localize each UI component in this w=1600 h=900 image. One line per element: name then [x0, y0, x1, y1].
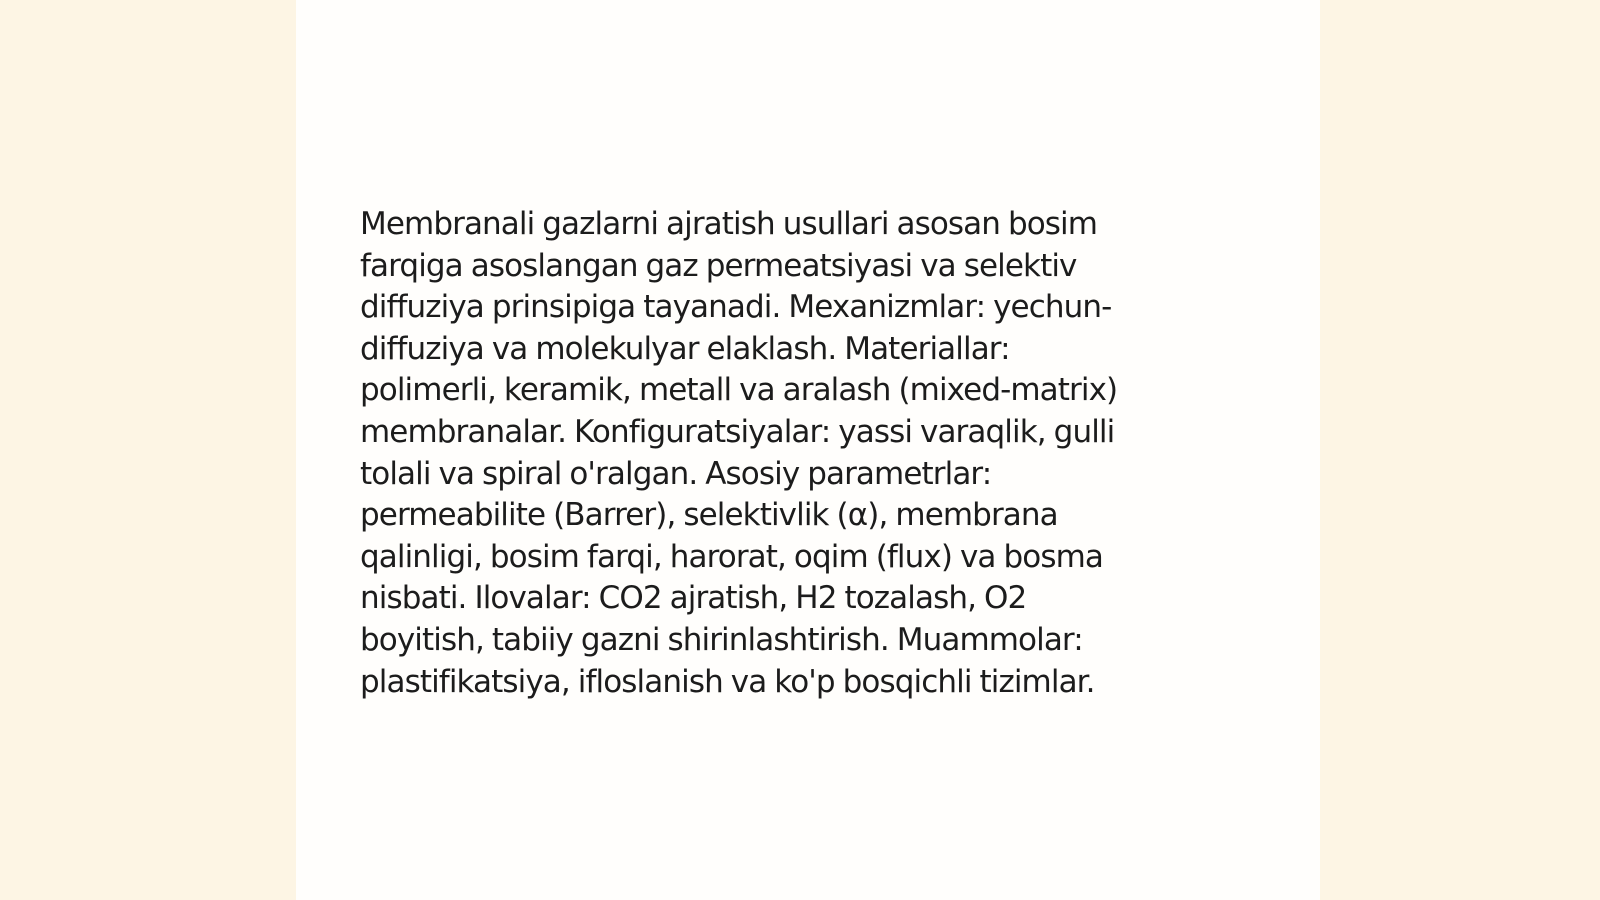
paragraph-line: tolali va spiral o'ralgan. Asosiy parametrlar: [360, 455, 992, 492]
document-page [296, 0, 1320, 900]
body-paragraph [360, 204, 1220, 703]
paragraph-line: plastifikatsiya, ifloslanish va ko'p bosqichli tizimlar. [360, 663, 1095, 700]
paragraph-line: permeabilite (Barrer), selektivlik (α), membrana [360, 497, 1058, 534]
paragraph-line: boyitish, tabiiy gazni shirinlashtirish. Muammolar: [360, 621, 1083, 658]
paragraph-line: farqiga asoslangan gaz permeatsiyasi va selektiv [360, 247, 1077, 284]
left-margin-background [0, 0, 296, 900]
paragraph-line: Membranali gazlarni ajratish usullari asosan bosim [360, 206, 1098, 242]
right-margin-background [1320, 0, 1600, 900]
paragraph-line: qalinligi, bosim farqi, harorat, oqim (flux) va bosma [360, 538, 1103, 575]
paragraph-line: diffuziya va molekulyar elaklash. Materiallar: [360, 330, 1010, 367]
paragraph-line: diffuziya prinsipiga tayanadi. Mexanizmlar: yechun- [360, 289, 1112, 326]
paragraph-line: membranalar. Konfiguratsiyalar: yassi varaqlik, gulli [360, 413, 1115, 450]
paragraph-line: nisbati. Ilovalar: CO2 ajratish, H2 tozalash, O2 [360, 580, 1027, 617]
paragraph-line: polimerli, keramik, metall va aralash (mixed-matrix) [360, 372, 1118, 409]
